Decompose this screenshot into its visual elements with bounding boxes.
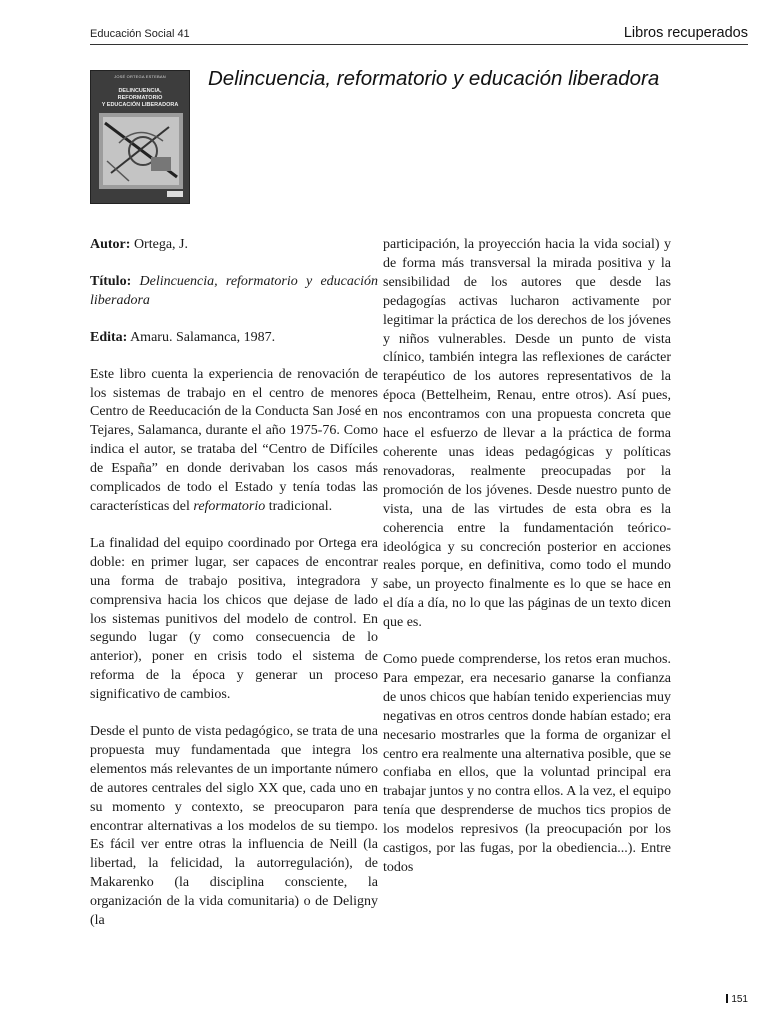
page-number — [726, 994, 748, 1005]
cover-title-line: DELINCUENCIA, REFORMATORIO — [117, 88, 163, 101]
publisher-label: Edita: — [90, 329, 128, 345]
author-line — [90, 236, 378, 255]
body-paragraph — [90, 366, 378, 517]
body-paragraph: La finalidad del equipo coordinado por Ortega era doble: en primer lugar, ser capaces de encontrar una forma de trabajo positiva, integradora y comprensiva hacia los chicos que dejase de lado los sistemas punitivos del modelo de control. En segundo lugar (y como consecuencia de lo anterior), poner en crisis todo el sistema de reforma de la época y generar un proceso significativo de cambios. — [90, 535, 378, 703]
author-value: Ortega, J. — [130, 237, 188, 252]
body-paragraph: participación, la proyección hacia la vida social) y de forma más transversal la mirada positiva y la sensibilidad de los autores que desde las pedagogías activas lucharon activamente por legitimar la práctica de los derechos de los jóvenes y niños vulnerables. Desde un punto de vista clínico, también integra las reflexiones de carácter terapéutico de los autores representativos de la época (Bettelheim, Renau, entre otros). Así pues, nos encontramos con una propuesta concreta que hace el esfuerzo de llevar a la práctica de forma coherente unas ideas pedagógicas y políticas renovadoras, realmente preocupadas por la promoción de los jóvenes. Desde nuestro punto de vista, una de las virtudes de esta obra es la coherencia entre la fundamentación teórico-ideológica y su concreción posterior en acciones reales porque, en definitiva, como todo el mundo sabe, un proyecto finalmente es lo que se hace en el día a día, no lo que las páginas de un texto dicen que es. — [383, 237, 671, 631]
right-column — [383, 236, 671, 878]
section-title: Libros recuperados — [623, 25, 748, 41]
italic-term: reformatorio — [193, 498, 266, 514]
body-paragraph: Como puede comprenderse, los retos eran muchos. Para empezar, era necesario ganarse la confianza de unos chicos que habían tenido experiencias muy negativas en otros centros donde habían estado; era necesario mostrarles que la forma de organizar el centro era realmente una alternativa posible, que se confiaba en ellos, que la voluntad principal era trabajar juntos y no contra ellos. A la vez, el equipo tenía que desprenderse de muchos tics propios de los modelos represivos (la preocupación por los castigos, por las fugas, por la obediencia...). Entre todos — [383, 652, 671, 875]
author-label: Autor: — [90, 237, 131, 252]
publisher-line — [90, 329, 378, 348]
book-cover-image — [90, 70, 190, 204]
publisher-value: Amaru. Salamanca, 1987. — [127, 329, 276, 345]
running-head — [90, 22, 748, 45]
cover-author: JOSÉ ORTEGA ESTEBAN — [114, 74, 166, 79]
page-number-text: 151 — [731, 994, 748, 1005]
book-title-label: Título: — [90, 273, 132, 289]
folio-bar — [726, 994, 728, 1003]
title-line — [90, 273, 378, 311]
book-info — [90, 236, 378, 348]
paragraph-text: Este libro cuenta la experiencia de renovación de los sistemas de trabajo en el centro de menores Centro de Reeducación de la Conducta San José en Tejares, Salamanca, durante el año 1975-76. Como indica el autor, se trataba del “Centro de Difíciles de España” en donde derivaban los casos más complicados de todo el Estado y tenía todas las características del — [90, 366, 378, 514]
cover-title-line: Y EDUCACIÓN LIBERADORA — [101, 102, 179, 108]
cover-title — [97, 88, 183, 109]
publisher-logo — [167, 191, 183, 197]
left-column — [90, 236, 378, 931]
paragraph-text: tradicional. — [265, 498, 333, 514]
journal-name: Educación Social 41 — [90, 28, 190, 40]
cover-illustration — [99, 113, 183, 189]
book-title-value: Delincuencia, reformatorio y educación liberadora — [90, 273, 378, 308]
article-title: Delincuencia, reformatorio y educación liberadora — [208, 67, 660, 90]
body-paragraph: Desde el punto de vista pedagógico, se trata de una propuesta muy fundamentada que integra los elementos más relevantes de un importante número de autores centrales del siglo XX que, cada uno en su momento y contexto, se preocuparon para encontrar alternativas a los modelos de su tiempo. Es fácil ver entre otras la influencia de Neill (la libertad, la felicidad, la autorregulación), de Makarenko (la disciplina consciente, la organización de la vida comunitaria) o de Deligny (la — [90, 724, 378, 929]
